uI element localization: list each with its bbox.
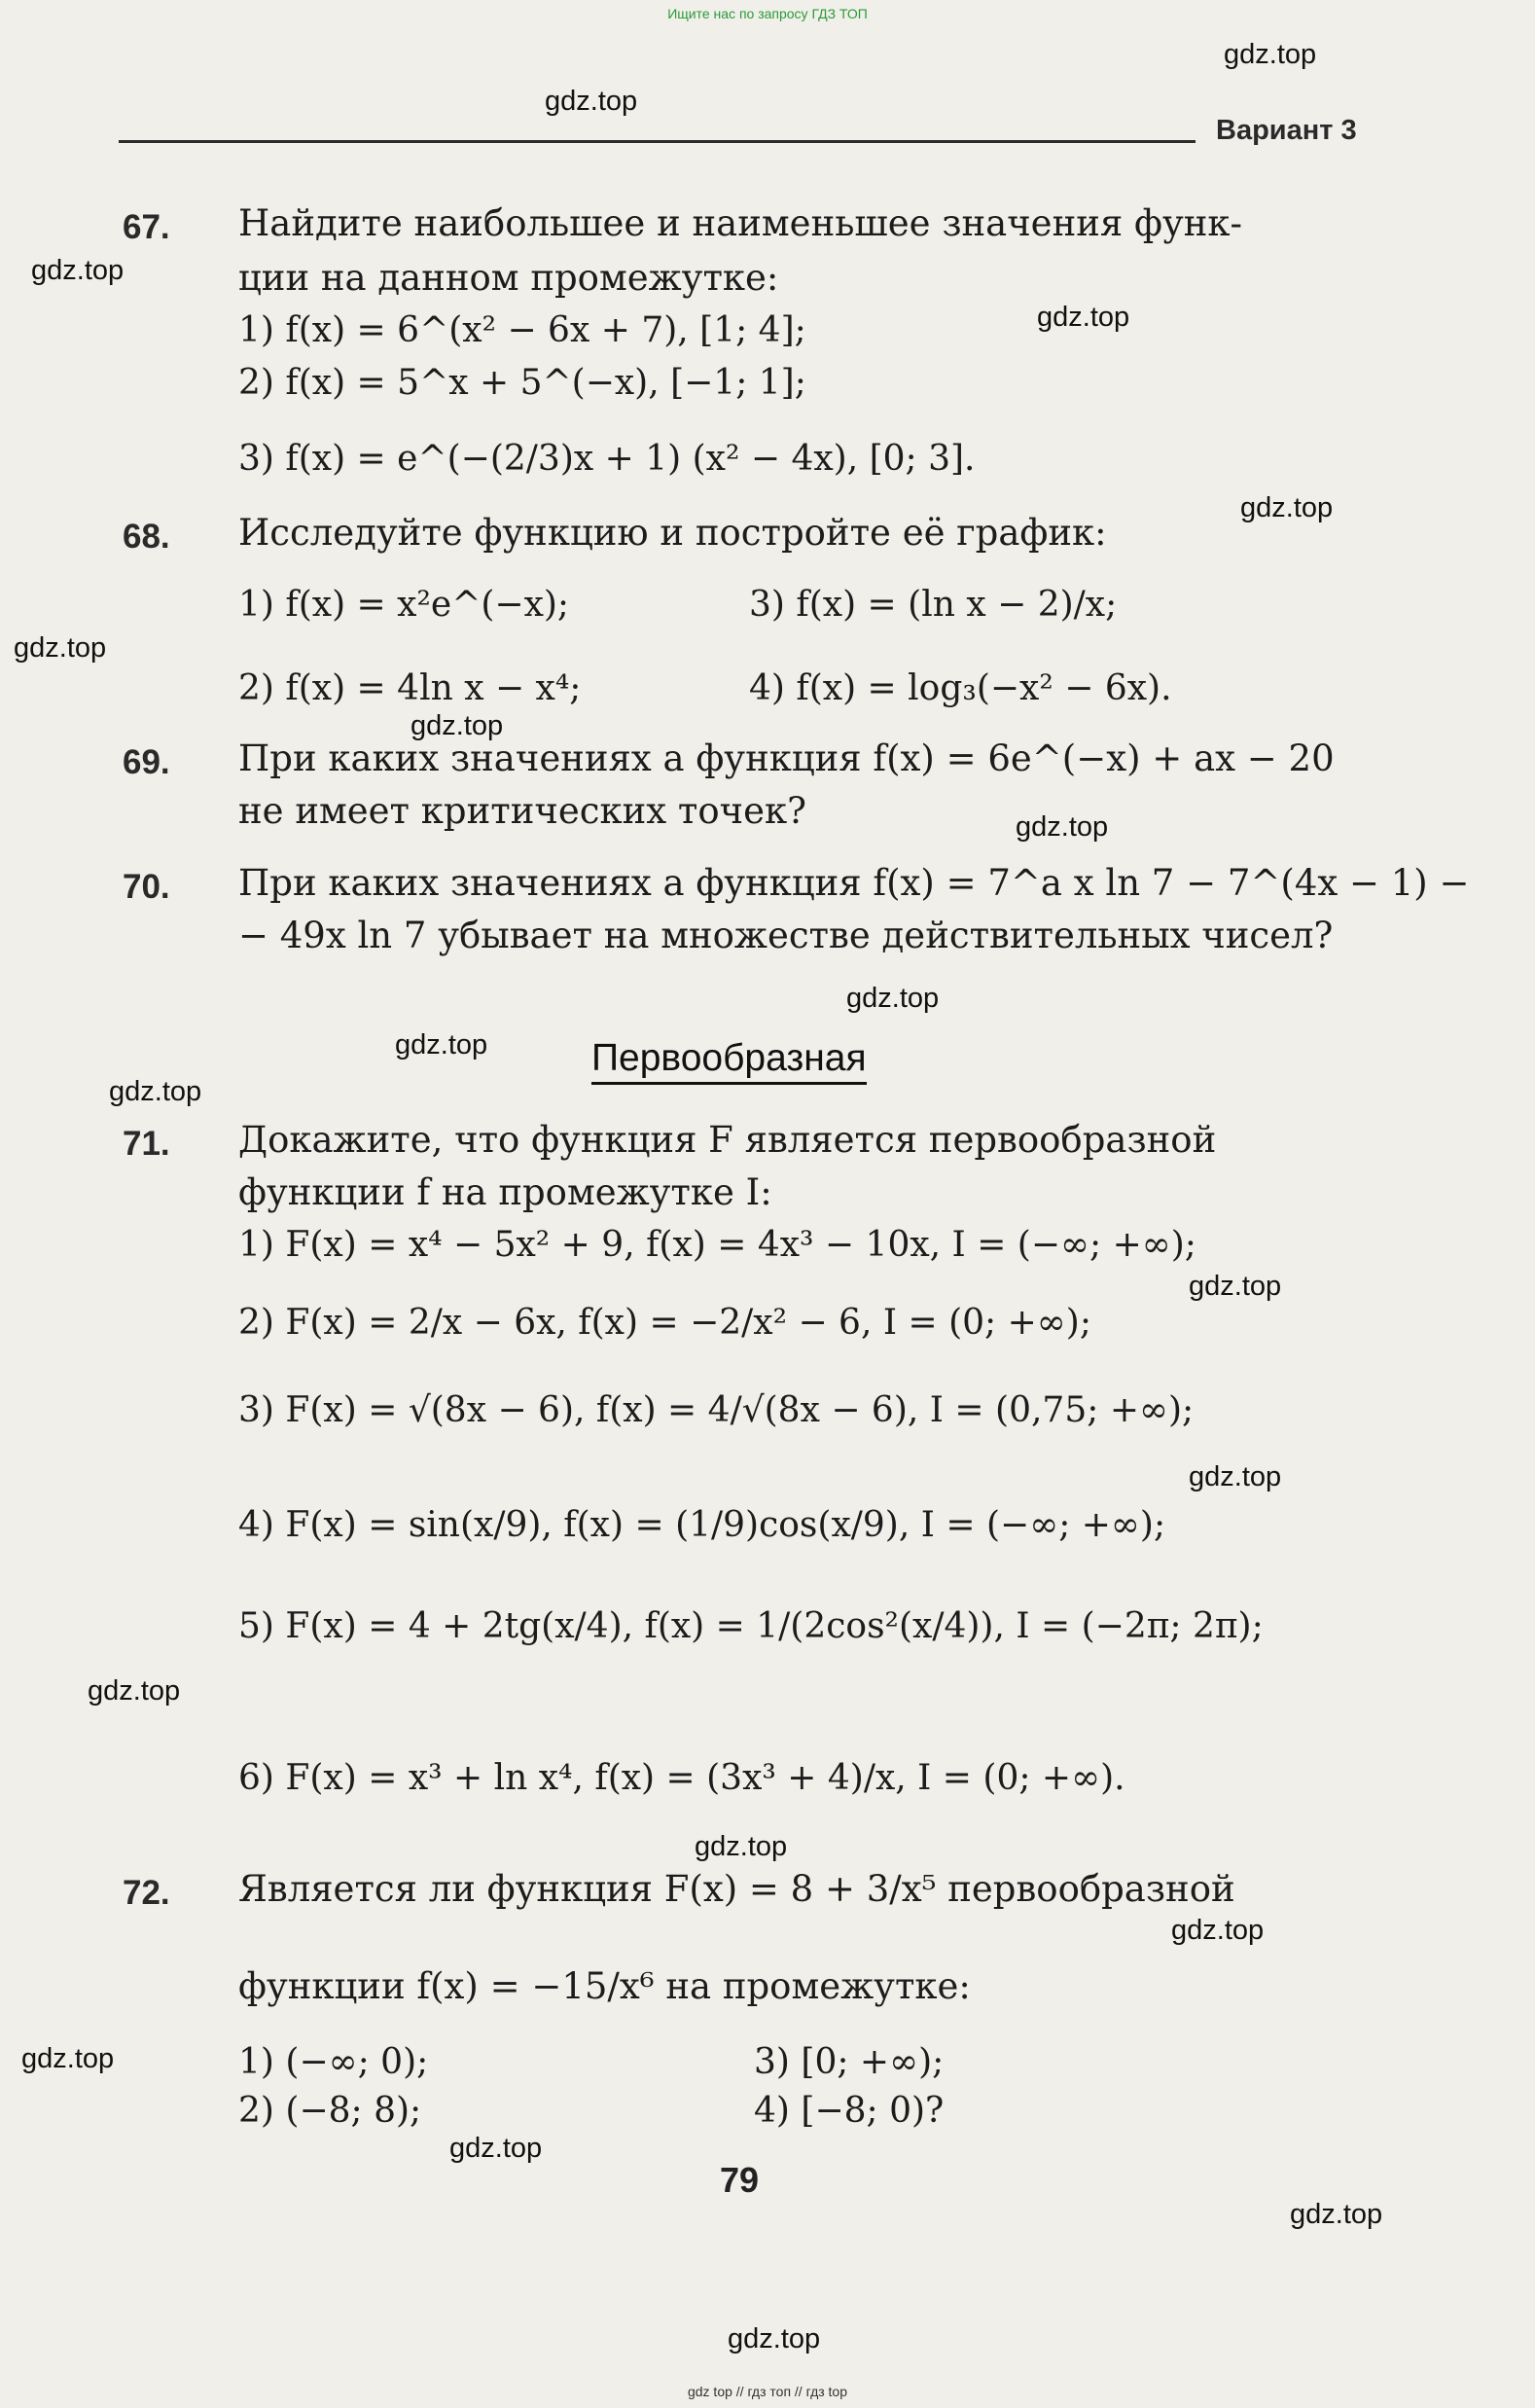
task-69-line-2: не имеет критических точек?	[238, 790, 806, 832]
task-67-item-3: 3) f(x) = e^(−(2/3)x + 1) (x² − 4x), [0; 3].	[238, 439, 976, 479]
task-68-item-4: 4) f(x) = log₃(−x² − 6x).	[749, 668, 1172, 708]
watermark: gdz.top	[109, 1076, 202, 1107]
task-68-number: 68.	[123, 518, 170, 556]
watermark: gdz.top	[695, 1831, 788, 1862]
watermark: gdz.top	[728, 2323, 821, 2354]
task-67-item-1: 1) f(x) = 6^(x² − 6x + 7), [1; 4];	[238, 310, 806, 350]
header-rule	[119, 140, 1196, 143]
task-72-item-4: 4) [−8; 0)?	[754, 2091, 945, 2131]
watermark: gdz.top	[14, 632, 107, 664]
task-71-line-1: Докажите, что функция F является первообразной	[238, 1119, 1217, 1161]
watermark: gdz.top	[411, 710, 504, 741]
task-71-line-2: функции f на промежутке I:	[238, 1171, 772, 1213]
task-71-item-3: 3) F(x) = √(8x − 6), f(x) = 4/√(8x − 6), I = (0,75; +∞);	[238, 1390, 1195, 1430]
page-number: 79	[720, 2160, 760, 2200]
watermark: gdz.top	[88, 1675, 181, 1707]
task-69-number: 69.	[123, 743, 170, 781]
watermark: gdz.top	[395, 1029, 488, 1060]
task-68-item-3: 3) f(x) = (ln x − 2)/x;	[749, 585, 1118, 625]
watermark: gdz.top	[1171, 1915, 1265, 1946]
task-71-item-1: 1) F(x) = x⁴ − 5x² + 9, f(x) = 4x³ − 10x, I = (−∞; +∞);	[238, 1225, 1196, 1265]
task-71-number: 71.	[123, 1125, 170, 1163]
task-72-item-1: 1) (−∞; 0);	[238, 2042, 429, 2082]
task-67-line-2: ции на данном промежутке:	[238, 257, 779, 299]
task-72-number: 72.	[123, 1874, 170, 1912]
task-67-item-2: 2) f(x) = 5^x + 5^(−x), [−1; 1];	[238, 363, 806, 403]
task-68-line-1: Исследуйте функцию и постройте её график:	[238, 512, 1107, 554]
task-70-line-2: − 49x ln 7 убывает на множестве действительных чисел?	[238, 915, 1334, 956]
task-71-item-4: 4) F(x) = sin(x/9), f(x) = (1/9)cos(x/9), I = (−∞; +∞);	[238, 1505, 1166, 1545]
watermark: gdz.top	[1240, 492, 1334, 523]
footer-note: gdz top // гдз топ // гдз top	[687, 2384, 848, 2399]
watermark: gdz.top	[1290, 2199, 1383, 2230]
watermark: gdz.top	[846, 983, 940, 1014]
task-70-line-1: При каких значениях a функция f(x) = 7^a x ln 7 − 7^(4x − 1) −	[238, 862, 1470, 904]
task-68-item-2: 2) f(x) = 4ln x − x⁴;	[238, 668, 582, 708]
task-67-line-1: Найдите наибольшее и наименьшее значения функ-	[238, 202, 1243, 244]
task-72-item-2: 2) (−8; 8);	[238, 2091, 422, 2131]
watermark: gdz.top	[545, 86, 638, 117]
task-72-line-1: Является ли функция F(x) = 8 + 3/x⁵ первообразной	[238, 1868, 1235, 1910]
task-71-item-2: 2) F(x) = 2/x − 6x, f(x) = −2/x² − 6, I = (0; +∞);	[238, 1303, 1091, 1343]
watermark: gdz.top	[21, 2043, 115, 2074]
watermark: gdz.top	[1189, 1461, 1282, 1492]
watermark: gdz.top	[31, 255, 125, 286]
task-69-line-1: При каких значениях a функция f(x) = 6e^(−x) + ax − 20	[238, 737, 1335, 779]
task-67-number: 67.	[123, 208, 170, 246]
variant-label: Вариант 3	[1216, 115, 1357, 146]
task-71-item-5: 5) F(x) = 4 + 2tg(x/4), f(x) = 1/(2cos²(x/4)), I = (−2π; 2π);	[238, 1606, 1264, 1646]
search-hint: Ищите нас по запросу ГДЗ ТОП	[667, 6, 868, 21]
task-72-item-3: 3) [0; +∞);	[754, 2042, 945, 2082]
task-68-item-1: 1) f(x) = x²e^(−x);	[238, 585, 570, 625]
watermark: gdz.top	[1037, 302, 1130, 333]
watermark: gdz.top	[1189, 1271, 1282, 1302]
task-70-number: 70.	[123, 868, 170, 906]
watermark: gdz.top	[449, 2133, 543, 2164]
section-title: Первообразная	[591, 1037, 867, 1085]
watermark: gdz.top	[1224, 39, 1317, 70]
task-72-line-2: функции f(x) = −15/x⁶ на промежутке:	[238, 1965, 971, 2007]
watermark: gdz.top	[1016, 811, 1109, 843]
task-71-item-6: 6) F(x) = x³ + ln x⁴, f(x) = (3x³ + 4)/x, I = (0; +∞).	[238, 1758, 1125, 1798]
